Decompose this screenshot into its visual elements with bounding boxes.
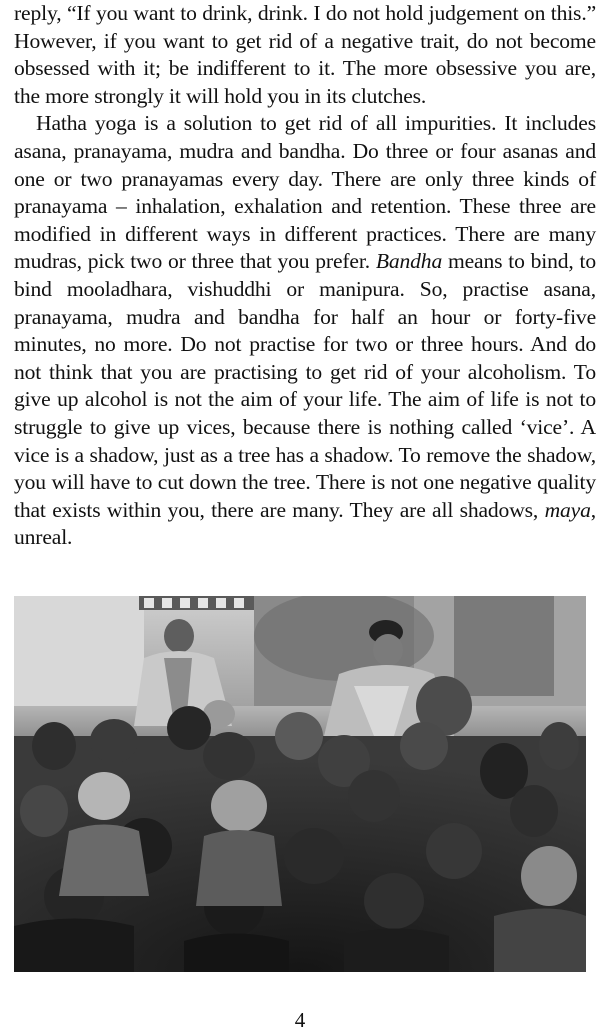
page-number: 4 [294,1008,306,1032]
paragraph-1 [14,0,596,110]
paragraph-1-text: reply, “If you want to drink, drink. I do not hold judgement on this.” However, if you want to get rid of a negative trait, do not become obsessed with it; be indifferent to it. The more obsessive you are, the more strongly it will hold you in its clutches. [14,1,596,108]
paragraph-2 [14,110,596,552]
satsang-photograph [14,596,586,972]
photo-illustration [14,596,586,972]
italic-term-bandha: Bandha [375,249,443,274]
italic-term-maya: maya [544,497,591,522]
paragraph-2-text-b: means to bind, to bind mooladhara, vishuddhi or manipura. So, practise asana, pranayama, mudra and bandha for half an hour or forty-five minutes, no more. Do not practise for two or three hours. And do not think that you are practising to get rid of your alcoholism. To give up alcohol is not the aim of your life. The aim of life is not to struggle to give up vices, because there is nothing called ‘vice’. A vice is a shadow, just as a tree has a shadow. To remove the shadow, you will have to cut down the tree. There is not one negative quality that exists within you, there are many. They are all shadows, [14,249,596,522]
body-text [14,0,596,552]
paragraph-2-text-c: , unreal. [14,497,596,550]
paragraph-2-text-a: Hatha yoga is a solution to get rid of all impurities. It includes asana, pranayama, mudra and bandha. Do three or four asanas and one or two pranayamas every day. There are only three kinds of pranayama – inhalation, exhalation and retention. These three are modified in different ways in different practices. There are many mudras, pick two or three that you prefer. [14,111,596,274]
